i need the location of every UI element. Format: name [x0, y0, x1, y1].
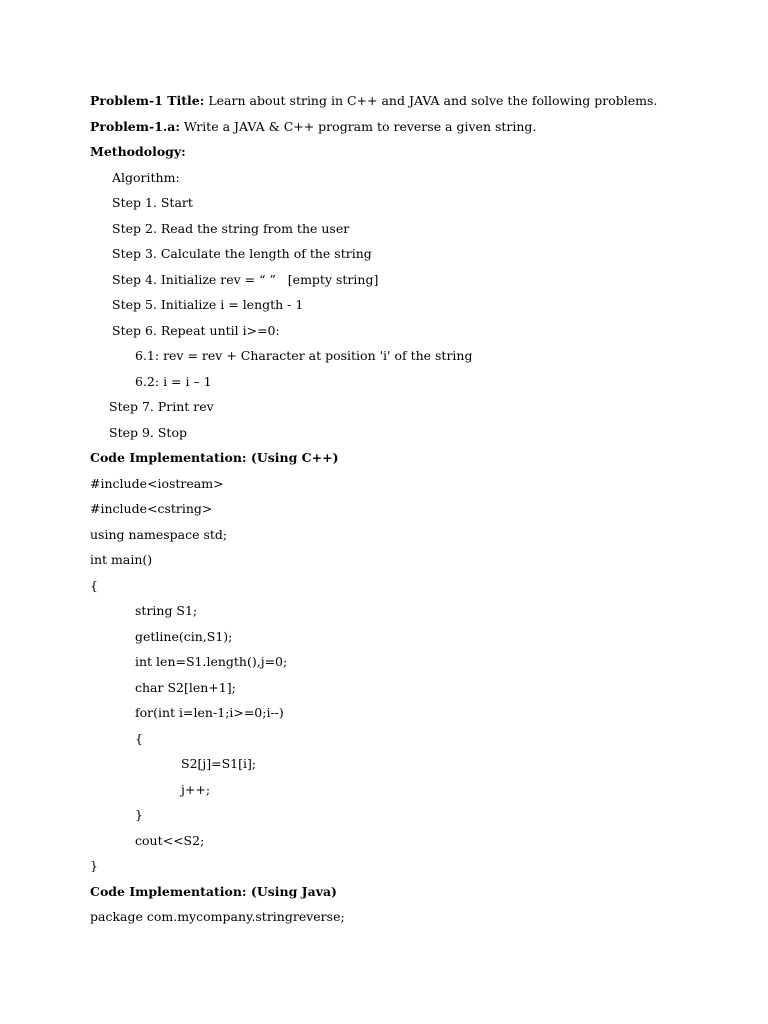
- algorithm-step-9: Step 9. Stop: [109, 425, 187, 440]
- methodology-heading: Methodology:: [90, 144, 186, 159]
- algorithm-step-2: Step 2. Read the string from the user: [112, 221, 350, 236]
- algorithm-step-4: Step 4. Initialize rev = “ ” [empty string]: [112, 272, 379, 287]
- cpp-code-line-16: }: [90, 858, 98, 873]
- problem-1a-text: Write a JAVA & C++ program to reverse a given string.: [179, 119, 537, 134]
- algorithm-step-7: Step 7. Print rev: [109, 399, 214, 414]
- cpp-code-line-2: #include<cstring>: [90, 501, 213, 516]
- cpp-code-line-4: int main(): [90, 552, 153, 567]
- algorithm-heading: Algorithm:: [112, 170, 180, 185]
- problem-title-label: Problem-1 Title:: [90, 93, 205, 108]
- cpp-code-line-7: getline(cin,S1);: [135, 629, 233, 644]
- algorithm-step-1: Step 1. Start: [112, 195, 193, 210]
- cpp-code-line-9: char S2[len+1];: [135, 680, 236, 695]
- cpp-code-line-13: j++;: [181, 782, 211, 797]
- cpp-code-line-8: int len=S1.length(),j=0;: [135, 654, 288, 669]
- cpp-code-line-1: #include<iostream>: [90, 476, 224, 491]
- algorithm-step-5: Step 5. Initialize i = length - 1: [112, 297, 304, 312]
- problem-title-text: Learn about string in C++ and JAVA and solve the following problems.: [204, 93, 658, 108]
- cpp-code-line-11: {: [135, 731, 143, 746]
- cpp-heading: Code Implementation: (Using C++): [90, 450, 339, 465]
- algorithm-step-6: Step 6. Repeat until i>=0:: [112, 323, 280, 338]
- java-code-line-1: package com.mycompany.stringreverse;: [90, 909, 345, 924]
- algorithm-step-3: Step 3. Calculate the length of the string: [112, 246, 372, 261]
- cpp-code-line-5: {: [90, 578, 98, 593]
- cpp-code-line-14: }: [135, 807, 143, 822]
- problem-1a-line: [90, 119, 536, 135]
- cpp-code-line-6: string S1;: [135, 603, 198, 618]
- cpp-code-line-3: using namespace std;: [90, 527, 228, 542]
- cpp-code-line-15: cout<<S2;: [135, 833, 205, 848]
- problem-title-line: [90, 93, 657, 109]
- algorithm-step-6-1: 6.1: rev = rev + Character at position 'i' of the string: [135, 348, 473, 363]
- problem-1a-label: Problem-1.a:: [90, 119, 180, 134]
- algorithm-step-6-2: 6.2: i = i – 1: [135, 374, 212, 389]
- cpp-code-line-10: for(int i=len-1;i>=0;i--): [135, 705, 284, 720]
- java-heading: Code Implementation: (Using Java): [90, 884, 337, 899]
- cpp-code-line-12: S2[j]=S1[i];: [181, 756, 257, 771]
